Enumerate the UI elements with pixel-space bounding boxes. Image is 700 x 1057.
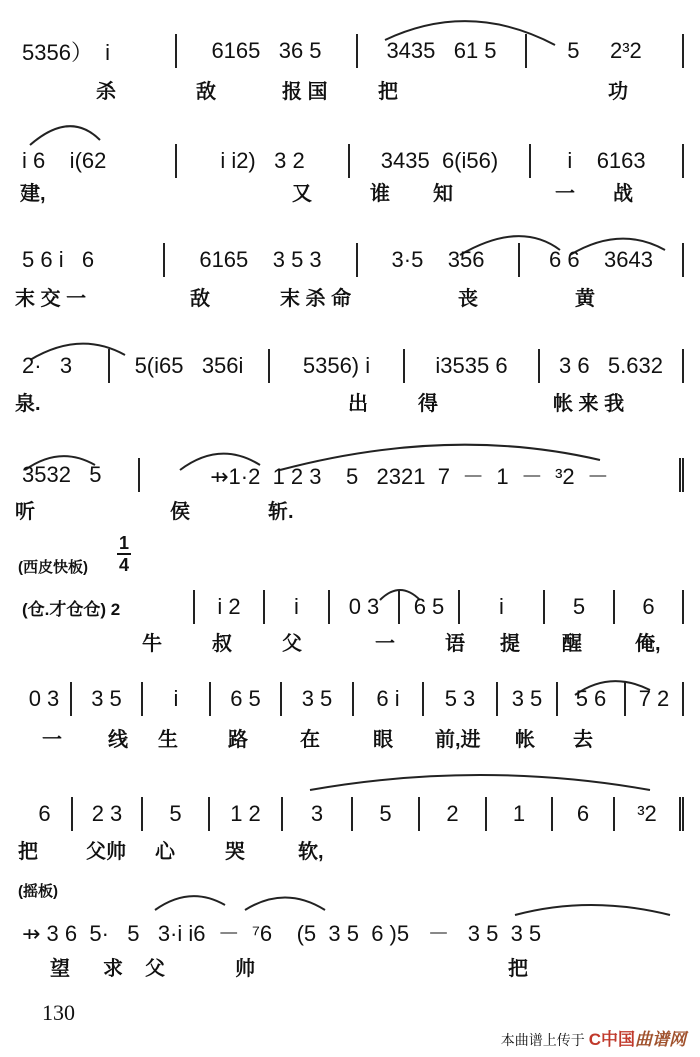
measure: 6165 3 5 3 — [165, 243, 358, 277]
lyric: 牛 — [142, 633, 162, 655]
tempo-label-xipi-kuaiban: (西皮快板) — [18, 559, 88, 576]
measure: i — [265, 590, 330, 624]
logo-text-2: 曲谱网 — [635, 1030, 686, 1049]
measure: 5 6 i 6 — [18, 243, 165, 277]
lyric: 醒 — [562, 633, 582, 655]
score-row-8 — [18, 797, 684, 831]
lyric: 父 — [145, 958, 165, 980]
measure: 5 2³2 — [527, 34, 684, 68]
lyric: 黄 — [575, 288, 595, 310]
tempo-label-yaoban: (摇板) — [18, 883, 58, 900]
score-row-6 — [18, 590, 684, 624]
lyric: 软, — [298, 841, 324, 863]
measure: 6165 36 5 — [177, 34, 358, 68]
measure: 5356） i — [18, 34, 177, 68]
lyric: 一 — [375, 633, 395, 655]
measure: 6 5 — [400, 590, 460, 624]
lyric: 敌 — [196, 81, 216, 103]
measure: 6 i — [354, 682, 424, 716]
logo-icon: C — [588, 1030, 601, 1049]
lyric: 报 国 — [282, 81, 328, 103]
logo-text: 中国 — [601, 1030, 635, 1049]
measure: 6 — [18, 797, 73, 831]
lyric: 知 — [433, 183, 453, 205]
measure: 3 5 — [282, 682, 354, 716]
measure: 5 6 — [558, 682, 626, 716]
lyric: 侯 — [170, 501, 190, 523]
lyric: 在 — [300, 729, 320, 751]
score-row-9 — [18, 915, 684, 949]
lyric: 线 — [108, 729, 128, 751]
time-signature — [117, 534, 131, 574]
lyric: 父 — [282, 633, 302, 655]
measure: 5 — [143, 797, 210, 831]
measure: i — [460, 590, 545, 624]
measure: 3 6 5.632 — [540, 349, 684, 383]
footer-text: 本曲谱上传于 — [500, 1032, 585, 1048]
lyric: 把 — [18, 841, 38, 863]
lyric: 把 — [378, 81, 398, 103]
measure: ⇸ 3 6 5· 5 3·i i6 － ⁷6 (5 3 5 6 )5 － 3 5 3 5 — [22, 920, 542, 946]
lyric: 提 — [500, 633, 520, 655]
measure: 5 — [353, 797, 420, 831]
lyric: 末 杀 命 — [280, 288, 352, 310]
lyric: 望 — [50, 958, 70, 980]
lyric: 得 — [418, 393, 438, 415]
measure: 6 6 3643 — [520, 243, 684, 277]
measure: ⇸1·2 1 2 3 5 2321 7 － 1 － ³2 － — [140, 458, 684, 492]
lyric: 又 — [292, 183, 312, 205]
time-signature-top: 1 — [118, 533, 129, 553]
measure: 3532 5 — [18, 458, 140, 492]
measure: 3 5 — [72, 682, 143, 716]
lyric: 帐 来 我 — [553, 393, 625, 415]
measure: 5(i65 356i — [110, 349, 270, 383]
lyric: 战 — [613, 183, 633, 205]
score-row-5 — [18, 458, 684, 492]
measure: 7 2 — [626, 682, 684, 716]
lyric: 斩. — [268, 501, 294, 523]
lyric: 敌 — [190, 288, 210, 310]
lyric: 杀 — [96, 81, 116, 103]
lyric: 心 — [155, 841, 175, 863]
lyric: 末 交 一 — [15, 288, 87, 310]
lyric: 路 — [228, 729, 248, 751]
lyric: 父帅 — [86, 841, 126, 863]
measure: i 6163 — [531, 144, 684, 178]
lyric: 丧 — [458, 288, 478, 310]
measure: 6 — [553, 797, 615, 831]
lyric: 眼 — [373, 729, 393, 751]
lyric: 谁 — [370, 183, 390, 205]
score-row-7 — [18, 682, 684, 716]
measure: 5 — [545, 590, 615, 624]
site-logo — [589, 1030, 686, 1050]
lyric: 求 — [103, 958, 123, 980]
lyric: 俺, — [635, 633, 661, 655]
lyric: 生 — [158, 729, 178, 751]
score-row-3 — [18, 243, 684, 277]
lyric: 把 — [508, 958, 528, 980]
measure: 3435 6(i56) — [350, 144, 531, 178]
footer-watermark — [501, 1030, 686, 1050]
measure: 5356) i — [270, 349, 405, 383]
lyric: 出 — [348, 393, 368, 415]
measure: 6 5 — [211, 682, 282, 716]
lyric: 前,进 — [435, 729, 481, 751]
measure: 2 — [420, 797, 487, 831]
measure: 3 — [283, 797, 353, 831]
measure: i — [143, 682, 211, 716]
measure: i 6 i(62 — [18, 144, 177, 178]
lyric: 叔 — [212, 633, 232, 655]
lyric: 建, — [20, 183, 46, 205]
measure: i3535 6 — [405, 349, 540, 383]
lyric: 一 — [42, 729, 62, 751]
measure: 3 5 — [498, 682, 558, 716]
lyric: 去 — [573, 729, 593, 751]
time-signature-bottom: 4 — [118, 555, 129, 575]
lyric: 一 — [555, 183, 575, 205]
measure: i i2) 3 2 — [177, 144, 350, 178]
measure: 1 2 — [210, 797, 283, 831]
measure: (仓.才仓仓) 2 — [18, 590, 195, 624]
measure: 0 3 — [18, 682, 72, 716]
measure: 3435 61 5 — [358, 34, 527, 68]
measure: 2 3 — [73, 797, 143, 831]
lyric: 功 — [608, 81, 628, 103]
score-row-1 — [18, 34, 684, 68]
lyric: 哭 — [225, 841, 245, 863]
score-row-2 — [18, 144, 684, 178]
measure: ³2 — [615, 797, 684, 831]
measure: 3·5 356 — [358, 243, 520, 277]
measure: 6 — [615, 590, 684, 624]
measure: 1 — [487, 797, 553, 831]
lyric: 语 — [445, 633, 465, 655]
page-number: 130 — [42, 1000, 75, 1025]
measure: 2· 3 — [18, 349, 110, 383]
lyric: 帐 — [515, 729, 535, 751]
lyric: 听 — [15, 501, 35, 523]
measure: 5 3 — [424, 682, 498, 716]
lyric: 泉. — [15, 393, 41, 415]
measure: 0 3 — [330, 590, 400, 624]
measure: i 2 — [195, 590, 265, 624]
score-row-4 — [18, 349, 684, 383]
lyric: 帅 — [235, 958, 255, 980]
